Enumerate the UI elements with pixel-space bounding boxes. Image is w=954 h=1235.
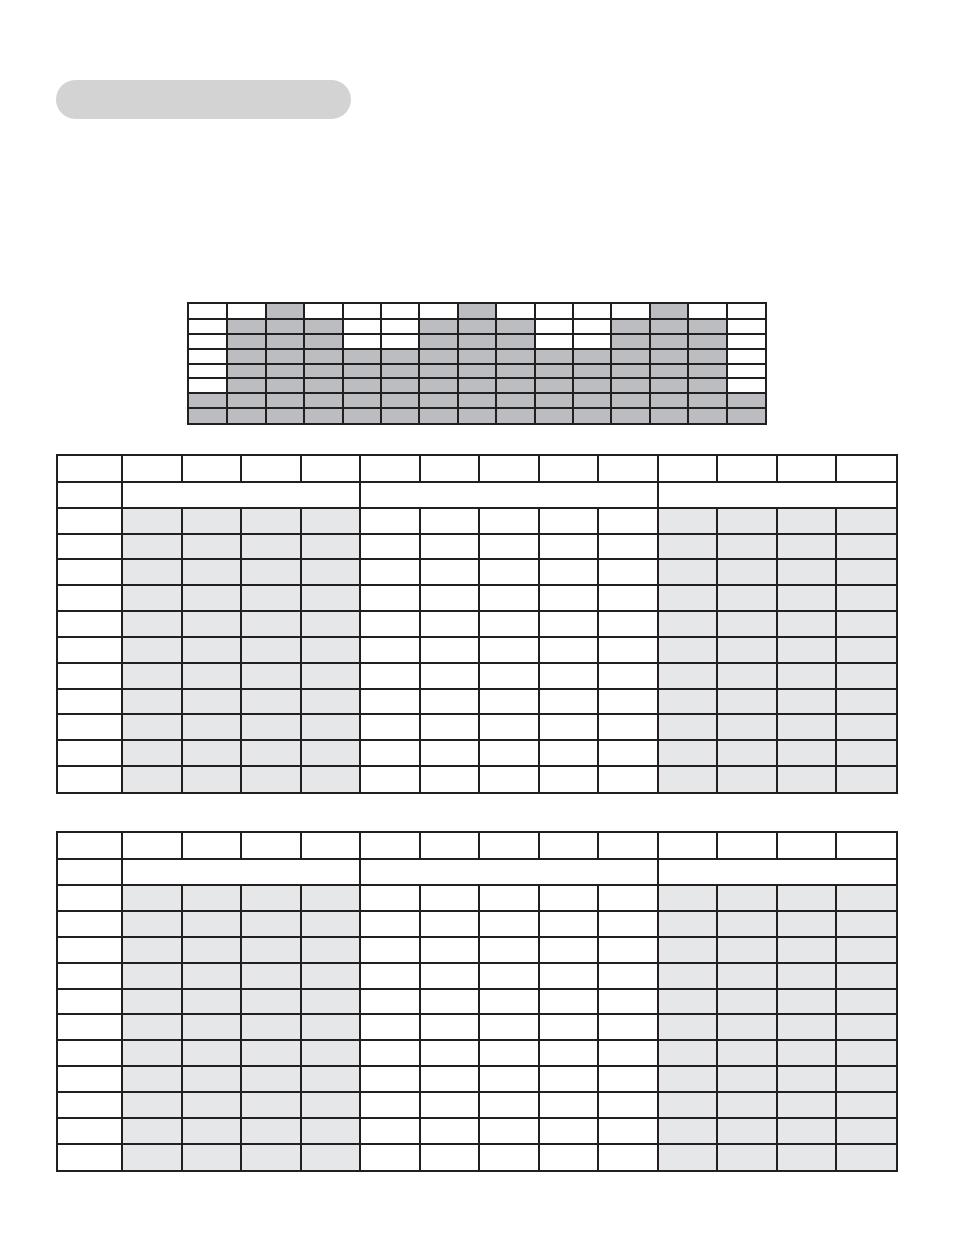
level-cell-filled xyxy=(419,319,457,334)
table-row-line xyxy=(58,910,896,912)
level-cell-filled xyxy=(419,393,457,408)
level-cell-filled xyxy=(266,319,304,334)
table-column-line xyxy=(716,833,718,859)
level-cell-filled xyxy=(496,408,534,423)
table-row-line xyxy=(58,1143,896,1145)
table-row-line xyxy=(58,936,896,938)
level-cell-filled xyxy=(611,349,649,364)
table-column-line xyxy=(300,885,302,1170)
level-cell-filled xyxy=(650,319,688,334)
table-column-line xyxy=(419,508,421,792)
level-grid-row-line xyxy=(189,333,765,335)
level-cell-filled xyxy=(227,349,265,364)
table-row-line xyxy=(58,884,896,886)
level-cell-filled xyxy=(304,408,342,423)
level-cell-filled xyxy=(419,408,457,423)
table-row-line xyxy=(58,688,896,690)
level-cell-filled xyxy=(650,393,688,408)
level-cell-filled xyxy=(727,393,765,408)
level-cell-filled xyxy=(496,393,534,408)
table-column-line xyxy=(597,885,599,1170)
level-cell-filled xyxy=(573,408,611,423)
table-row-line xyxy=(58,558,896,560)
level-cell-filled xyxy=(189,408,227,423)
level-cell-filled xyxy=(611,393,649,408)
level-grid-row-line xyxy=(189,377,765,379)
table-column-line xyxy=(240,885,242,1170)
table-column-line xyxy=(716,456,718,482)
table-column-line xyxy=(478,456,480,482)
table-column-line xyxy=(478,885,480,1170)
group-boundary-line xyxy=(359,833,361,1170)
level-cell-filled xyxy=(266,334,304,349)
level-cell-filled xyxy=(458,408,496,423)
level-cell-filled xyxy=(496,319,534,334)
level-cell-filled xyxy=(304,319,342,334)
level-cell-filled xyxy=(688,393,726,408)
table-row-line xyxy=(58,962,896,964)
table-column-line xyxy=(300,456,302,482)
table-row-line xyxy=(58,1091,896,1093)
table-row-line xyxy=(58,1013,896,1015)
table-row-line xyxy=(58,988,896,990)
table-column-line xyxy=(478,508,480,792)
table-column-line xyxy=(835,885,837,1170)
level-cell-filled xyxy=(688,408,726,423)
level-cell-filled xyxy=(650,334,688,349)
table-column-line xyxy=(419,833,421,859)
level-cell-filled xyxy=(458,334,496,349)
table-column-line xyxy=(597,508,599,792)
level-cell-filled xyxy=(419,349,457,364)
table-row-line xyxy=(58,858,896,860)
table-column-line xyxy=(240,508,242,792)
level-cell-filled xyxy=(611,334,649,349)
level-cell-filled xyxy=(227,393,265,408)
table-row-line xyxy=(58,713,896,715)
level-cell-filled xyxy=(266,393,304,408)
level-cell-filled xyxy=(304,334,342,349)
level-cell-filled xyxy=(419,334,457,349)
level-grid-row-line xyxy=(189,363,765,365)
level-cell-filled xyxy=(650,349,688,364)
level-cell-filled xyxy=(458,349,496,364)
level-cell-filled xyxy=(573,393,611,408)
level-cell-filled xyxy=(381,408,419,423)
table-1 xyxy=(56,454,898,794)
table-column-line xyxy=(478,833,480,859)
level-cell-filled xyxy=(304,393,342,408)
level-grid-row-line xyxy=(189,392,765,394)
level-cell-filled xyxy=(343,393,381,408)
table-column-line xyxy=(835,508,837,792)
table-column-line xyxy=(419,456,421,482)
level-cell-filled xyxy=(573,349,611,364)
table-column-line xyxy=(716,508,718,792)
table-column-line xyxy=(538,456,540,482)
table-row-line xyxy=(58,584,896,586)
table-column-line xyxy=(538,508,540,792)
table-2 xyxy=(56,831,898,1172)
table-row-line xyxy=(58,765,896,767)
table-column-line xyxy=(181,833,183,859)
table-column-line xyxy=(835,456,837,482)
level-cell-filled xyxy=(650,304,688,319)
level-cell-filled xyxy=(227,319,265,334)
table-column-line xyxy=(776,885,778,1170)
level-cell-filled xyxy=(266,304,304,319)
section-title-bar xyxy=(56,80,351,119)
table-column-line xyxy=(776,508,778,792)
label-column-line xyxy=(121,833,123,1170)
table-row-line xyxy=(58,739,896,741)
level-grid xyxy=(187,302,767,425)
level-grid-row-line xyxy=(189,407,765,409)
table-column-line xyxy=(419,885,421,1170)
level-cell-filled xyxy=(266,349,304,364)
table-row-line xyxy=(58,662,896,664)
level-cell-filled xyxy=(496,349,534,364)
table-column-line xyxy=(776,456,778,482)
table-column-line xyxy=(835,833,837,859)
level-cell-filled xyxy=(496,334,534,349)
level-cell-filled xyxy=(611,408,649,423)
table-column-line xyxy=(538,833,540,859)
level-cell-filled xyxy=(727,408,765,423)
level-cell-filled xyxy=(343,408,381,423)
level-cell-filled xyxy=(611,319,649,334)
level-cell-filled xyxy=(650,408,688,423)
table-row-line xyxy=(58,636,896,638)
table-column-line xyxy=(181,508,183,792)
level-cell-filled xyxy=(688,349,726,364)
level-cell-filled xyxy=(458,304,496,319)
level-cell-filled xyxy=(381,393,419,408)
level-cell-filled xyxy=(189,393,227,408)
level-grid-row-line xyxy=(189,348,765,350)
table-row-line xyxy=(58,1039,896,1041)
level-cell-filled xyxy=(458,393,496,408)
table-column-line xyxy=(776,833,778,859)
level-grid-row-line xyxy=(189,318,765,320)
table-row-line xyxy=(58,610,896,612)
level-cell-filled xyxy=(343,349,381,364)
level-cell-filled xyxy=(688,334,726,349)
level-cell-filled xyxy=(688,319,726,334)
level-cell-filled xyxy=(227,334,265,349)
table-row-line xyxy=(58,533,896,535)
level-cell-filled xyxy=(304,349,342,364)
group-boundary-line xyxy=(657,833,659,1170)
label-column-line xyxy=(121,456,123,792)
level-cell-filled xyxy=(535,349,573,364)
table-column-line xyxy=(538,885,540,1170)
table-row-line xyxy=(58,481,896,483)
level-cell-filled xyxy=(535,408,573,423)
table-column-line xyxy=(597,833,599,859)
table-column-line xyxy=(300,508,302,792)
table-column-line xyxy=(716,885,718,1170)
group-boundary-line xyxy=(657,456,659,792)
table-row-line xyxy=(58,1117,896,1119)
table-row-line xyxy=(58,1065,896,1067)
table-column-line xyxy=(240,833,242,859)
table-column-line xyxy=(181,885,183,1170)
table-column-line xyxy=(181,456,183,482)
level-cell-filled xyxy=(266,408,304,423)
table-column-line xyxy=(597,456,599,482)
level-cell-filled xyxy=(535,393,573,408)
level-cell-filled xyxy=(458,319,496,334)
level-cell-filled xyxy=(227,408,265,423)
level-cell-filled xyxy=(381,349,419,364)
table-row-line xyxy=(58,507,896,509)
table-column-line xyxy=(240,456,242,482)
group-boundary-line xyxy=(359,456,361,792)
table-column-line xyxy=(300,833,302,859)
